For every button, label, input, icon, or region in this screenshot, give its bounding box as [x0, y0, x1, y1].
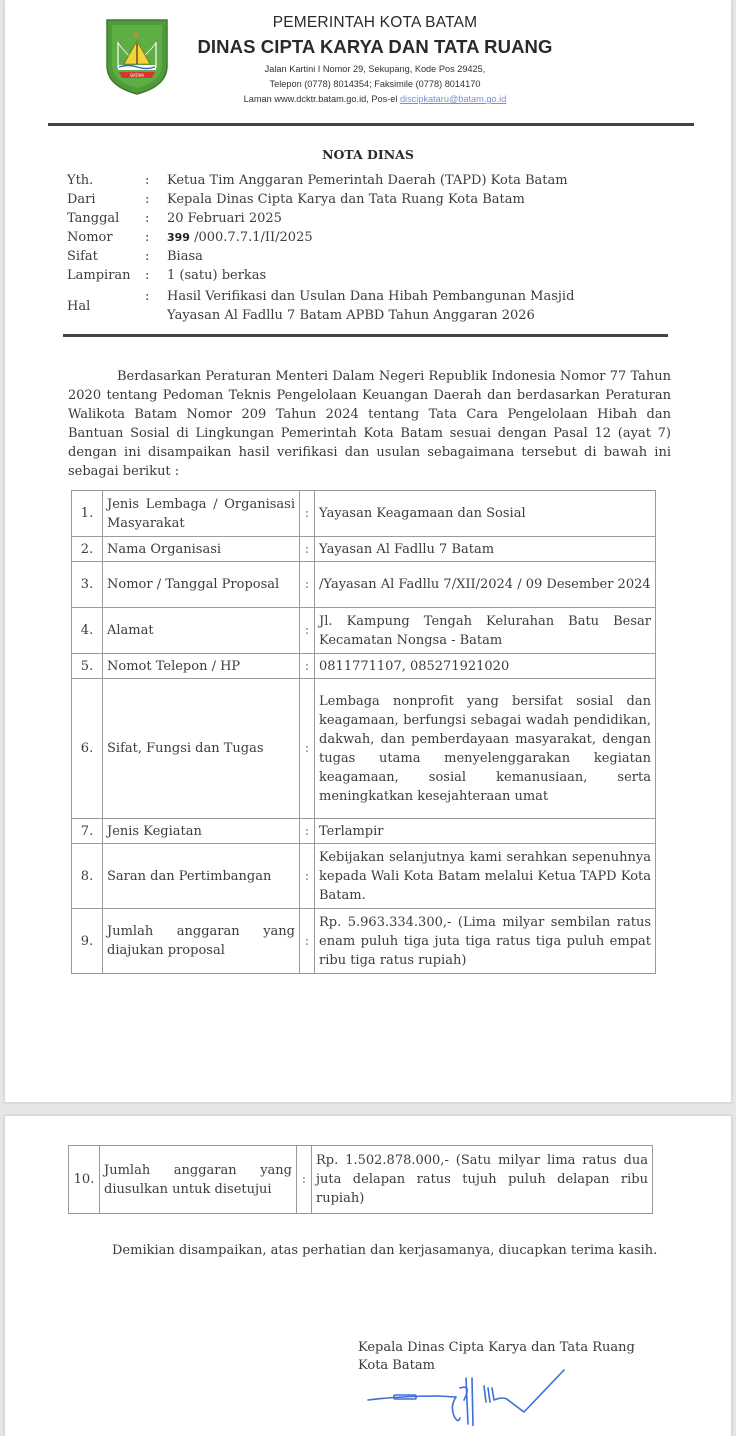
row-label: Jumlah anggaran yang diajukan proposal — [103, 909, 300, 974]
logo-batam-text: BATAM — [130, 73, 144, 78]
row-value: /Yayasan Al Fadllu 7/XII/2024 / 09 Desember 2024 — [315, 562, 656, 608]
row-value: Yayasan Al Fadllu 7 Batam — [315, 537, 656, 562]
table-row — [72, 679, 656, 819]
meta-label: Sifat — [67, 249, 98, 264]
row-colon: : — [300, 562, 315, 608]
meta-label: Hal — [67, 299, 91, 314]
row-value: 0811771107, 085271921020 — [315, 654, 656, 679]
meta-label: Dari — [67, 192, 96, 207]
row-colon: : — [300, 844, 315, 909]
meta-colon: : — [145, 211, 150, 226]
meta-value: Kepala Dinas Cipta Karya dan Tata Ruang Kota Batam — [167, 192, 525, 207]
letterhead-office: DINAS CIPTA KARYA DAN TATA RUANG — [197, 36, 553, 57]
signatory-city: Kota Batam — [358, 1358, 435, 1373]
meta-value-continued: Yayasan Al Fadllu 7 Batam APBD Tahun Anggaran 2026 — [167, 308, 535, 323]
meta-value: Hasil Verifikasi dan Usulan Dana Hibah Pembangunan Masjid — [167, 289, 575, 304]
row-number: 5. — [72, 654, 103, 679]
table-row — [72, 844, 656, 909]
row-colon: : — [300, 491, 315, 537]
table-row — [69, 1146, 653, 1214]
table-row — [72, 537, 656, 562]
row-value: Rp. 5.963.334.300,- (Lima milyar sembilan ratus enam puluh tiga juta tiga ratus tiga puluh empat ribu tiga ratus rupiah) — [315, 909, 656, 974]
row-label: Alamat — [103, 608, 300, 654]
row-label: Nomot Telepon / HP — [103, 654, 300, 679]
meta-value — [167, 228, 313, 247]
row-label: Jenis Lembaga / Organisasi Masyarakat — [103, 491, 300, 537]
document-title: NOTA DINAS — [322, 147, 414, 162]
row-label: Jumlah anggaran yang diusulkan untuk disetujui — [100, 1146, 297, 1214]
row-colon: : — [300, 537, 315, 562]
letterhead-website: Laman www.dcktr.batam.go.id, Pos-el — [243, 94, 400, 104]
verification-table-continued — [68, 1145, 653, 1214]
meta-label: Yth. — [67, 173, 94, 188]
row-number: 6. — [72, 679, 103, 819]
letter-number: /000.7.7.1/II/2025 — [189, 230, 313, 245]
row-number: 10. — [69, 1146, 100, 1214]
meta-colon: : — [145, 289, 150, 304]
table-row — [72, 562, 656, 608]
row-number: 9. — [72, 909, 103, 974]
row-number: 8. — [72, 844, 103, 909]
row-colon: : — [300, 819, 315, 844]
letterhead-phone: Telepon (0778) 8014354; Faksimile (0778) 8014170 — [269, 79, 481, 89]
header-divider — [63, 334, 668, 337]
letterhead-divider — [48, 123, 694, 126]
row-colon: : — [300, 654, 315, 679]
row-label: Nama Organisasi — [103, 537, 300, 562]
row-value: Terlampir — [315, 819, 656, 844]
row-number: 7. — [72, 819, 103, 844]
meta-colon: : — [145, 249, 150, 264]
meta-colon: : — [145, 173, 150, 188]
meta-value: Biasa — [167, 249, 203, 264]
row-label: Nomor / Tanggal Proposal — [103, 562, 300, 608]
row-value: Rp. 1.502.878.000,- (Satu milyar lima ratus dua juta delapan ratus tujuh puluh delapan ribu rupiah) — [312, 1146, 653, 1214]
row-number: 4. — [72, 608, 103, 654]
document-page-1 — [5, 0, 731, 1102]
table-row — [72, 654, 656, 679]
row-colon: : — [300, 608, 315, 654]
row-number: 1. — [72, 491, 103, 537]
closing-paragraph: Demikian disampaikan, atas perhatian dan kerjasamanya, diucapkan terima kasih. — [112, 1243, 658, 1258]
table-row — [72, 909, 656, 974]
row-number: 3. — [72, 562, 103, 608]
table-row — [72, 819, 656, 844]
table-row — [72, 491, 656, 537]
meta-value: 1 (satu) berkas — [167, 268, 267, 283]
meta-colon: : — [145, 268, 150, 283]
row-number: 2. — [72, 537, 103, 562]
meta-value: Ketua Tim Anggaran Pemerintah Daerah (TAPD) Kota Batam — [167, 173, 568, 188]
row-value: Yayasan Keagamaan dan Sosial — [315, 491, 656, 537]
table-row — [72, 608, 656, 654]
row-colon: : — [297, 1146, 312, 1214]
row-colon: : — [300, 679, 315, 819]
row-label: Saran dan Pertimbangan — [103, 844, 300, 909]
letterhead-email-link[interactable]: discipkataru@batam.go.id — [399, 94, 507, 104]
meta-colon: : — [145, 192, 150, 207]
verification-table — [71, 490, 656, 974]
row-value: Kebijakan selanjutnya kami serahkan sepenuhnya kepada Wali Kota Batam melalui Ketua TAPD Kota Batam. — [315, 844, 656, 909]
letterhead-contact — [175, 94, 575, 104]
meta-value: 20 Februari 2025 — [167, 211, 282, 226]
meta-label: Nomor — [67, 230, 113, 245]
meta-label: Tanggal — [67, 211, 120, 226]
meta-colon: : — [145, 230, 150, 245]
row-colon: : — [300, 909, 315, 974]
body-paragraph: Berdasarkan Peraturan Menteri Dalam Negeri Republik Indonesia Nomor 77 Tahun 2020 tentang Pedoman Teknis Pengelolaan Keuangan Daerah dan berdasarkan Peraturan Walikota Batam Nomor 209 Tahun 2024 tentang Tata Cara Pengelolaan Hibah dan Bantuan Sosial di Lingkungan Pemerintah Kota Batam sesuai dengan Pasal 12 (ayat 7) dengan ini disampaikan hasil verifikasi dan usulan sebagaimana tersebut di bawah ini sebagai berikut : — [68, 369, 671, 479]
row-value: Lembaga nonprofit yang bersifat sosial dan keagamaan, berfungsi sebagai wadah pendidikan, dakwah, dan pemberdayaan masyarakat, dengan tugas utama menyelenggarakan kegiatan keagamaan, sosial kemanusiaan, serta meningkatkan kesejahteraan umat — [315, 679, 656, 819]
meta-label: Lampiran — [67, 268, 131, 283]
signatory-position: Kepala Dinas Cipta Karya dan Tata Ruang — [358, 1340, 635, 1355]
row-label: Sifat, Fungsi dan Tugas — [103, 679, 300, 819]
row-label: Jenis Kegiatan — [103, 819, 300, 844]
letterhead-address: Jalan Kartini I Nomor 29, Sekupang, Kode Pos 29425, — [264, 64, 486, 74]
row-value: Jl. Kampung Tengah Kelurahan Batu Besar Kecamatan Nongsa - Batam — [315, 608, 656, 654]
letterhead-government: PEMERINTAH KOTA BATAM — [272, 14, 478, 31]
handwritten-signature — [360, 1366, 580, 1426]
handwritten-number-stamp: 399 — [167, 231, 190, 244]
batam-coat-of-arms-logo — [104, 16, 170, 96]
